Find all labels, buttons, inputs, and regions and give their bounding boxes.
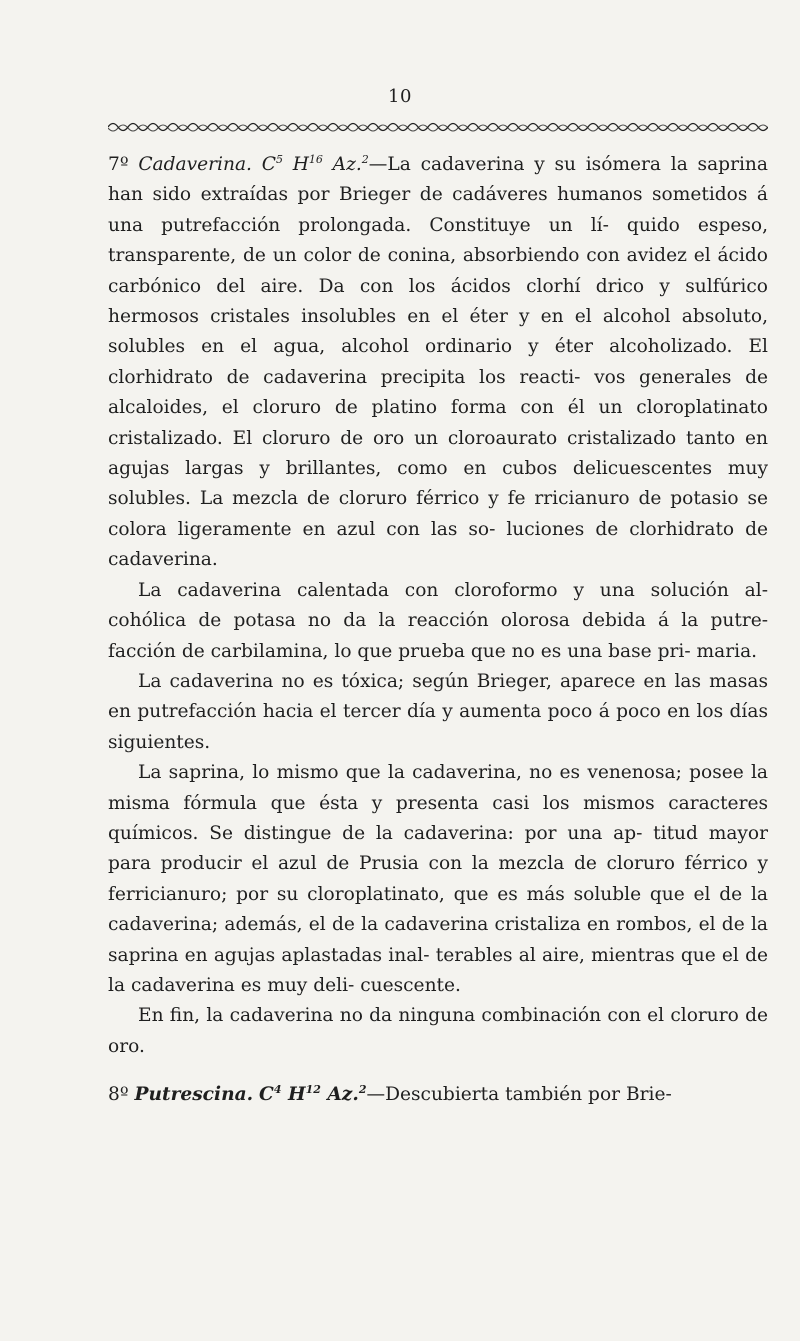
- paragraph-toxicidad: La cadaverina no es tóxica; según Brieger, aparece en las masas en putrefacción hacia el tercer día y aumenta poco á poco en los días siguientes.: [108, 670, 768, 753]
- page-number: 10: [388, 86, 412, 107]
- chemical-formula: $C^5$ $H^{16}$ Az.$^2$: [261, 153, 369, 175]
- decorative-wavy-rule: [108, 120, 768, 134]
- em-dash: —: [368, 154, 388, 175]
- body-text: [108, 150, 768, 1111]
- paragraph-cadaverina-intro: [108, 150, 768, 576]
- section-number: 7º: [108, 154, 129, 175]
- paragraph-text: La cadaverina y su isómera la saprina han sido extraídas por Brieger de cadáveres humanos sometidos á una putrefacción prolongada. Constituye un lí- quido espeso, transparente, de un color de conina, absorbiendo con avidez el ácido carbónico del aire. Da con los ácidos clorhí drico y sulfúrico hermosos cristales insolubles en el éter y en el alcohol absoluto, solubles en el agua, alcohol ordinario y éter alcoholizado. El clorhidrato de cadaverina precipita los reacti- vos generales de alcaloides, el cloruro de platino forma con él un cloroplatinato cristalizado. El cloruro de oro un cloroaurato cristalizado tanto en agujas largas y brillantes, como en cubos delicuescentes muy solubles. La mezcla de cloruro férrico y fe rricianuro de potasio se colora ligeramente en azul con las so- luciones de clorhidrato de cadaverina.: [108, 154, 768, 571]
- section-title: Cadaverina.: [138, 154, 252, 175]
- paragraph-cloruro-oro: En fin, la cadaverina no da ninguna combinación con el cloruro de oro.: [108, 1005, 768, 1057]
- em-dash: —: [366, 1084, 386, 1106]
- paragraph-putrescina: [108, 1080, 768, 1110]
- paragraph-saprina: La saprina, lo mismo que la cadaverina, no es venenosa; posee la misma fórmula que ésta y presenta casi los mismos caracteres químicos. Se distingue de la cadaverina: por una ap- titud mayor para producir el azul de Prusia con la mezcla de cloruro férrico y ferricianuro; por su cloroplatinato, que es más soluble que el de la cadaverina; además, el de la cadaverina cristaliza en rombos, el de la saprina en agujas aplastadas inal- terables al aire, mientras que el de la cadaverina es muy deli- cuescente.: [108, 762, 768, 996]
- section-spacer: [108, 1062, 768, 1080]
- paragraph-cloroformo: La cadaverina calentada con cloroformo y una solución al- cohólica de potasa no da la reacción olorosa debida á la putre- facción de carbilamina, lo que prueba que no es una base pri- maria.: [108, 579, 768, 662]
- section-title: Putrescina.: [134, 1084, 254, 1106]
- chemical-formula: $C^4$ $H^{12}$ Az.$^2$: [259, 1083, 367, 1106]
- paragraph-text: Descubierta también por Brie-: [385, 1084, 672, 1106]
- section-number: 8º: [108, 1084, 129, 1106]
